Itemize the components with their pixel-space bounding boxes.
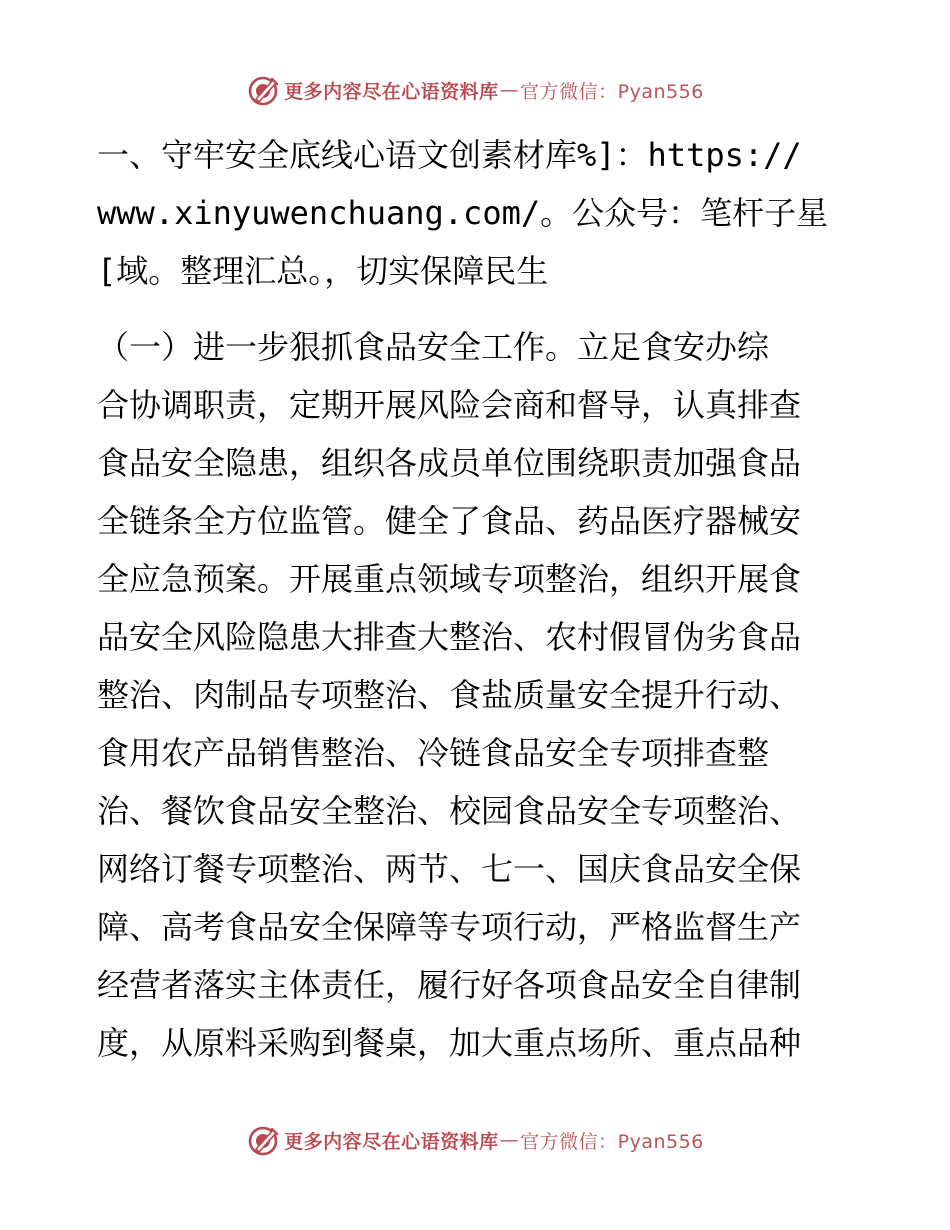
paragraph-line: 全链条全方位监管。健全了食品、药品医疗器械安 [97,502,802,540]
banner-wechat-text: 官方微信：Pyan556 [520,80,704,103]
paragraph-line: 整治、肉制品专项整治、食盐质量安全提升行动、 [97,676,802,714]
banner-brand-text: 更多内容尽在心语资料库 [284,1130,499,1153]
paragraph-line: 全应急预案。开展重点领域专项整治，组织开展食 [97,560,802,598]
heading-line: www.xinyuwenchuang.com/。公众号：笔杆子星 [97,194,829,232]
pen-logo-icon [246,1123,280,1157]
paragraph-line: 合协调职责，定期开展风险会商和督导，认真排查 [97,386,802,424]
paragraph-line: 食品安全隐患，组织各成员单位围绕职责加强食品 [97,444,802,482]
banner-separator: — [499,1129,520,1151]
document-body [97,126,857,1072]
paragraph-line: 食用农产品销售整治、冷链食品安全专项排查整 [97,734,770,772]
pen-logo-icon [246,73,280,107]
paragraph-line: 网络订餐专项整治、两节、七一、国庆食品安全保 [97,850,802,888]
paragraph-line: 障、高考食品安全保障等专项行动，严格监督生产 [97,908,802,946]
footer-banner [0,1120,950,1160]
banner-brand-text: 更多内容尽在心语资料库 [284,80,499,103]
paragraph-line: 经营者落实主体责任，履行好各项食品安全自律制 [97,966,802,1004]
banner-wechat-text: 官方微信：Pyan556 [520,1130,704,1153]
header-banner [0,70,950,110]
heading-line: [域。整理汇总。，切实保障民生 [97,252,549,290]
paragraph-line: 治、餐饮食品安全整治、校园食品安全专项整治、 [97,792,802,830]
heading-line: 一、守牢安全底线心语文创素材库%]：https:// [97,136,802,174]
paragraph-line: 品安全风险隐患大排查大整治、农村假冒伪劣食品 [97,618,802,656]
paragraph-line: 度，从原料采购到餐桌，加大重点场所、重点品种 [97,1024,802,1062]
paragraph-line: （一）进一步狠抓食品安全工作。立足食安办综 [97,328,770,366]
paragraph-gap [97,300,857,318]
banner-separator: — [499,79,520,101]
